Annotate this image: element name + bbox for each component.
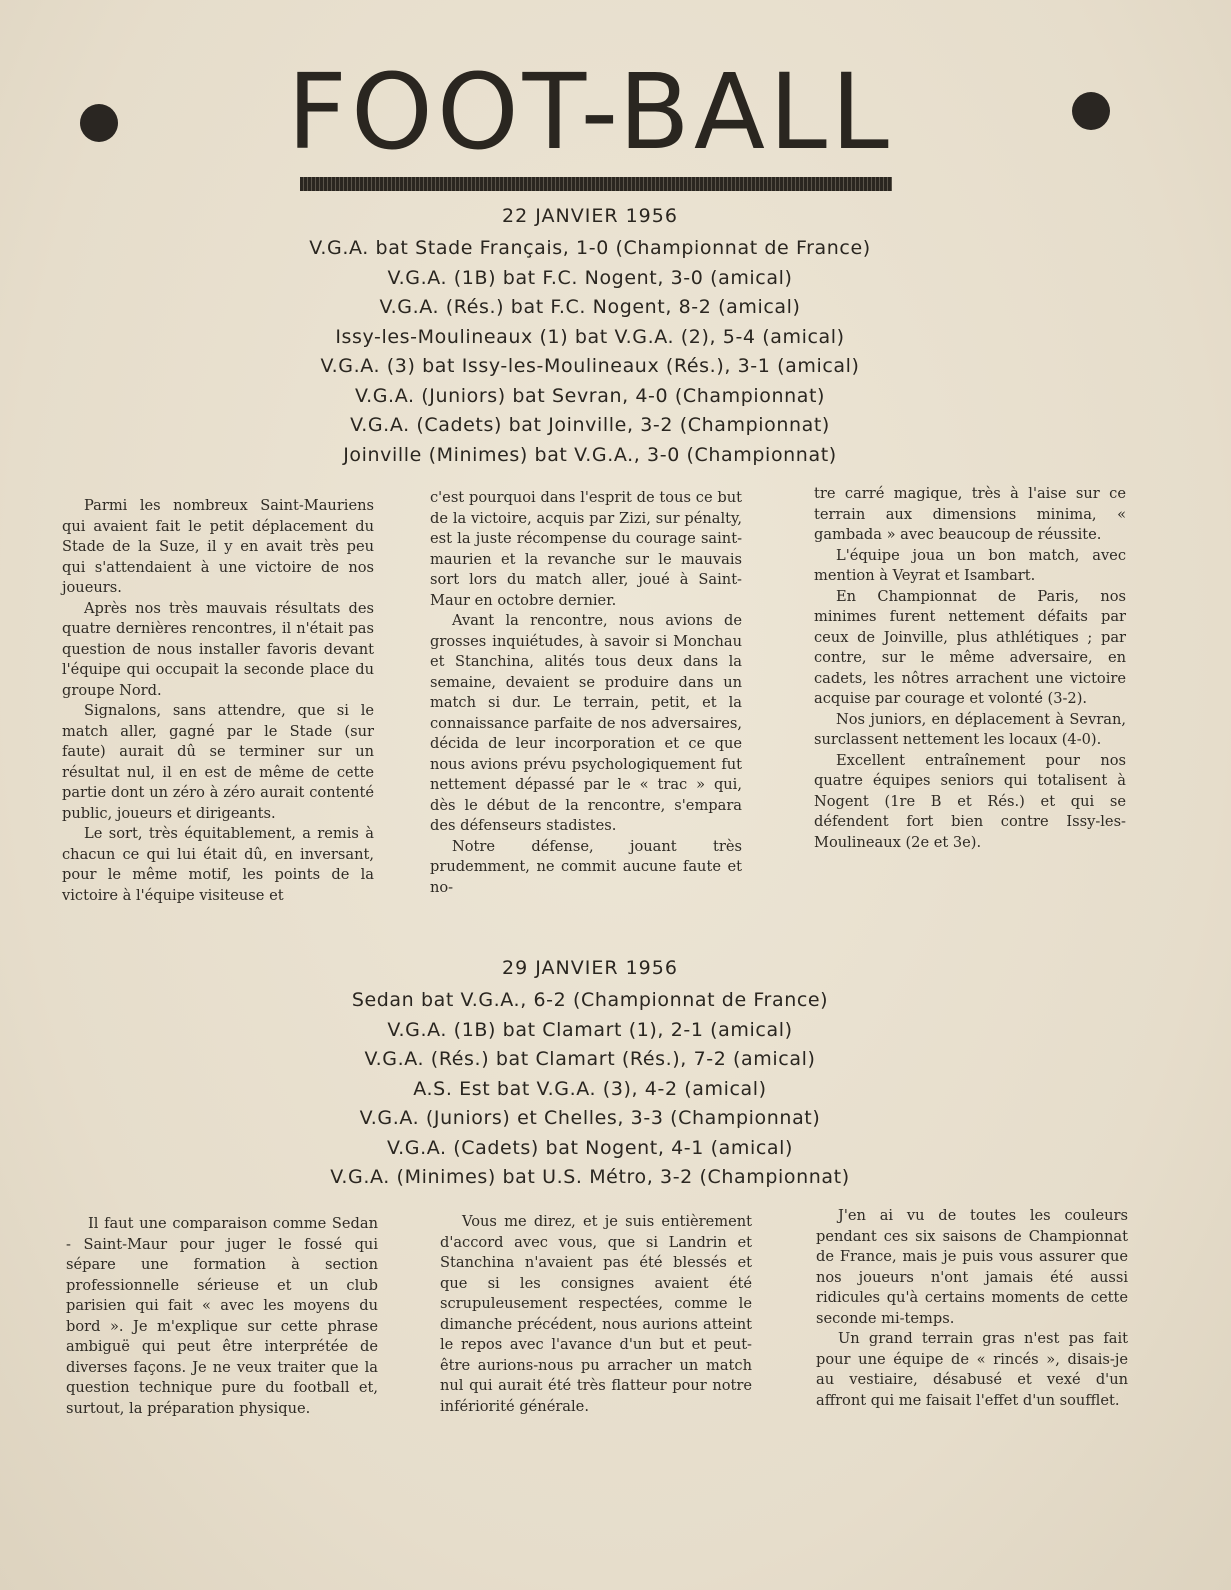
article-column-2 xyxy=(430,488,742,898)
paragraph: Avant la rencontre, nous avions de grosses inquiétudes, à savoir si Monchau et Stanchina, alités tous deux dans la semaine, devaient se produire dans un match si dur. Le terrain, petit, et la connaissance parfaite de nos adversaires, décida de leur incorporation et ce que nous avions prévu psychologiquement fut nettement dépassé par le « trac » qui, dès le début de la rencontre, s'empara des défenseurs stadistes. xyxy=(430,612,742,834)
result-line: V.G.A. bat Stade Français, 1-0 (Championnat de France) xyxy=(309,237,871,259)
section-date: 29 JANVIER 1956 xyxy=(502,957,678,979)
page-title: FOOT-BALL xyxy=(287,51,893,173)
result-line: A.S. Est bat V.G.A. (3), 4-2 (amical) xyxy=(413,1077,767,1100)
result-line: V.G.A. (1B) bat Clamart (1), 2-1 (amical) xyxy=(387,1018,793,1041)
paragraph: Nos juniors, en déplacement à Sevran, surclassent nettement les locaux (4-0). xyxy=(814,710,1126,748)
result-line: V.G.A. (Juniors) et Chelles, 3-3 (Championnat) xyxy=(359,1107,821,1129)
result-line: V.G.A. (Rés.) bat Clamart (Rés.), 7-2 (amical) xyxy=(364,1048,816,1070)
results-block-29-janvier xyxy=(150,956,1030,1193)
result-line: V.G.A. (Rés.) bat F.C. Nogent, 8-2 (amical) xyxy=(379,296,801,318)
paragraph: Un grand terrain gras n'est pas fait pour une équipe de « rincés », disais-je au vestiaire, désabusé et vexé d'un affront qui me faisait l'effet d'un soufflet. xyxy=(816,1330,1128,1409)
paragraph: tre carré magique, très à l'aise sur ce terrain aux dimensions minima, « gambada » avec beaucoup de réussite. xyxy=(814,485,1126,543)
paragraph: En Championnat de Paris, nos minimes furent nettement défaits par ceux de Joinville, plus athlétiques ; par contre, sur le même adversaire, en cadets, les nôtres arrachent une victoire acquise par courage et volonté (3-2). xyxy=(814,587,1126,707)
result-line: Sedan bat V.G.A., 6-2 (Championnat de France) xyxy=(351,989,829,1011)
result-line: Joinville (Minimes) bat V.G.A., 3-0 (Championnat) xyxy=(343,443,837,466)
result-line: V.G.A. (Cadets) bat Joinville, 3-2 (Championnat) xyxy=(350,414,830,436)
article-column-4 xyxy=(66,1214,378,1419)
paragraph: Parmi les nombreux Saint-Mauriens qui avaient fait le petit déplacement du Stade de la Suze, il y en avait très peu qui s'attendaient à une victoire de nos joueurs. xyxy=(62,497,374,596)
result-line: V.G.A. (3) bat Issy-les-Moulineaux (Rés.), 3-1 (amical) xyxy=(320,355,860,377)
result-line: V.G.A. (1B) bat F.C. Nogent, 3-0 (amical) xyxy=(387,266,793,289)
result-line: Issy-les-Moulineaux (1) bat V.G.A. (2), 5-4 (amical) xyxy=(335,325,845,348)
section-date: 22 JANVIER 1956 xyxy=(502,205,678,227)
paragraph: J'en ai vu de toutes les couleurs pendant ces six saisons de Championnat de France, mais je puis vous assurer que nos joueurs n'ont jamais été aussi ridicules qu'à certains moments de cette seconde mi-temps. xyxy=(816,1207,1128,1327)
paragraph: L'équipe joua un bon match, avec mention à Veyrat et Isambart. xyxy=(814,546,1126,584)
title-underline-rule xyxy=(300,177,892,191)
article-column-6 xyxy=(816,1206,1128,1411)
paragraph: Signalons, sans attendre, que si le match aller, gagné par le Stade (sur faute) aurait dû se terminer sur un résultat nul, il en est de même de cette partie dont un zéro à zéro aurait contenté public, joueurs et dirigeants. xyxy=(62,702,374,822)
results-block-22-janvier xyxy=(150,204,1030,470)
paragraph: Après nos très mauvais résultats des quatre dernières rencontres, il n'était pas question de nous installer favoris devant l'équipe qui occupait la seconde place du groupe Nord. xyxy=(62,599,374,699)
result-line: V.G.A. (Minimes) bat U.S. Métro, 3-2 (Championnat) xyxy=(330,1166,850,1188)
paragraph: Vous me direz, et je suis entièrement d'accord avec vous, que si Landrin et Stanchina n'avaient pas été blessés et que si les consignes avaient été scrupuleusement respectées, comme le dimanche précédent, nous aurions atteint le repos avec l'avance d'un but et peut-être aurions-nous pu arracher un match nul qui aurait été très flatteur pour notre infériorité générale. xyxy=(440,1213,752,1415)
result-line: V.G.A. (Juniors) bat Sevran, 4-0 (Championnat) xyxy=(354,384,826,407)
paragraph: Il faut une comparaison comme Sedan - Saint-Maur pour juger le fossé qui sépare une formation à section professionnelle sérieuse et un club parisien qui fait « avec les moyens du bord ». Je m'explique sur cette phrase ambiguë qui peut être interprétée de diverses façons. Je ne veux traiter que la question technique pure du football et, surtout, la préparation physique. xyxy=(66,1215,378,1417)
article-column-5 xyxy=(440,1212,752,1417)
paragraph: Notre défense, jouant très prudemment, ne commit aucune faute et no- xyxy=(430,837,742,896)
article-column-1 xyxy=(62,496,374,906)
article-column-3 xyxy=(814,484,1126,853)
punch-hole-left xyxy=(80,104,118,142)
paragraph: Le sort, très équitablement, a remis à chacun ce qui lui était dû, en inversant, pour le même motif, les points de la victoire à l'équipe visiteuse et xyxy=(62,825,374,904)
paragraph: c'est pourquoi dans l'esprit de tous ce but de la victoire, acquis par Zizi, sur pénalty, est la juste récompense du courage saint-maurien et la revanche sur le mauvais sort lors du match aller, joué à Saint-Maur en octobre dernier. xyxy=(430,489,742,609)
punch-hole-right xyxy=(1072,92,1110,130)
result-line: V.G.A. (Cadets) bat Nogent, 4-1 (amical) xyxy=(386,1136,793,1159)
paragraph: Excellent entraînement pour nos quatre équipes seniors qui totalisent à Nogent (1re B et Rés.) et qui se défendent fort bien contre Issy-les-Moulineaux (2e et 3e). xyxy=(814,751,1126,851)
